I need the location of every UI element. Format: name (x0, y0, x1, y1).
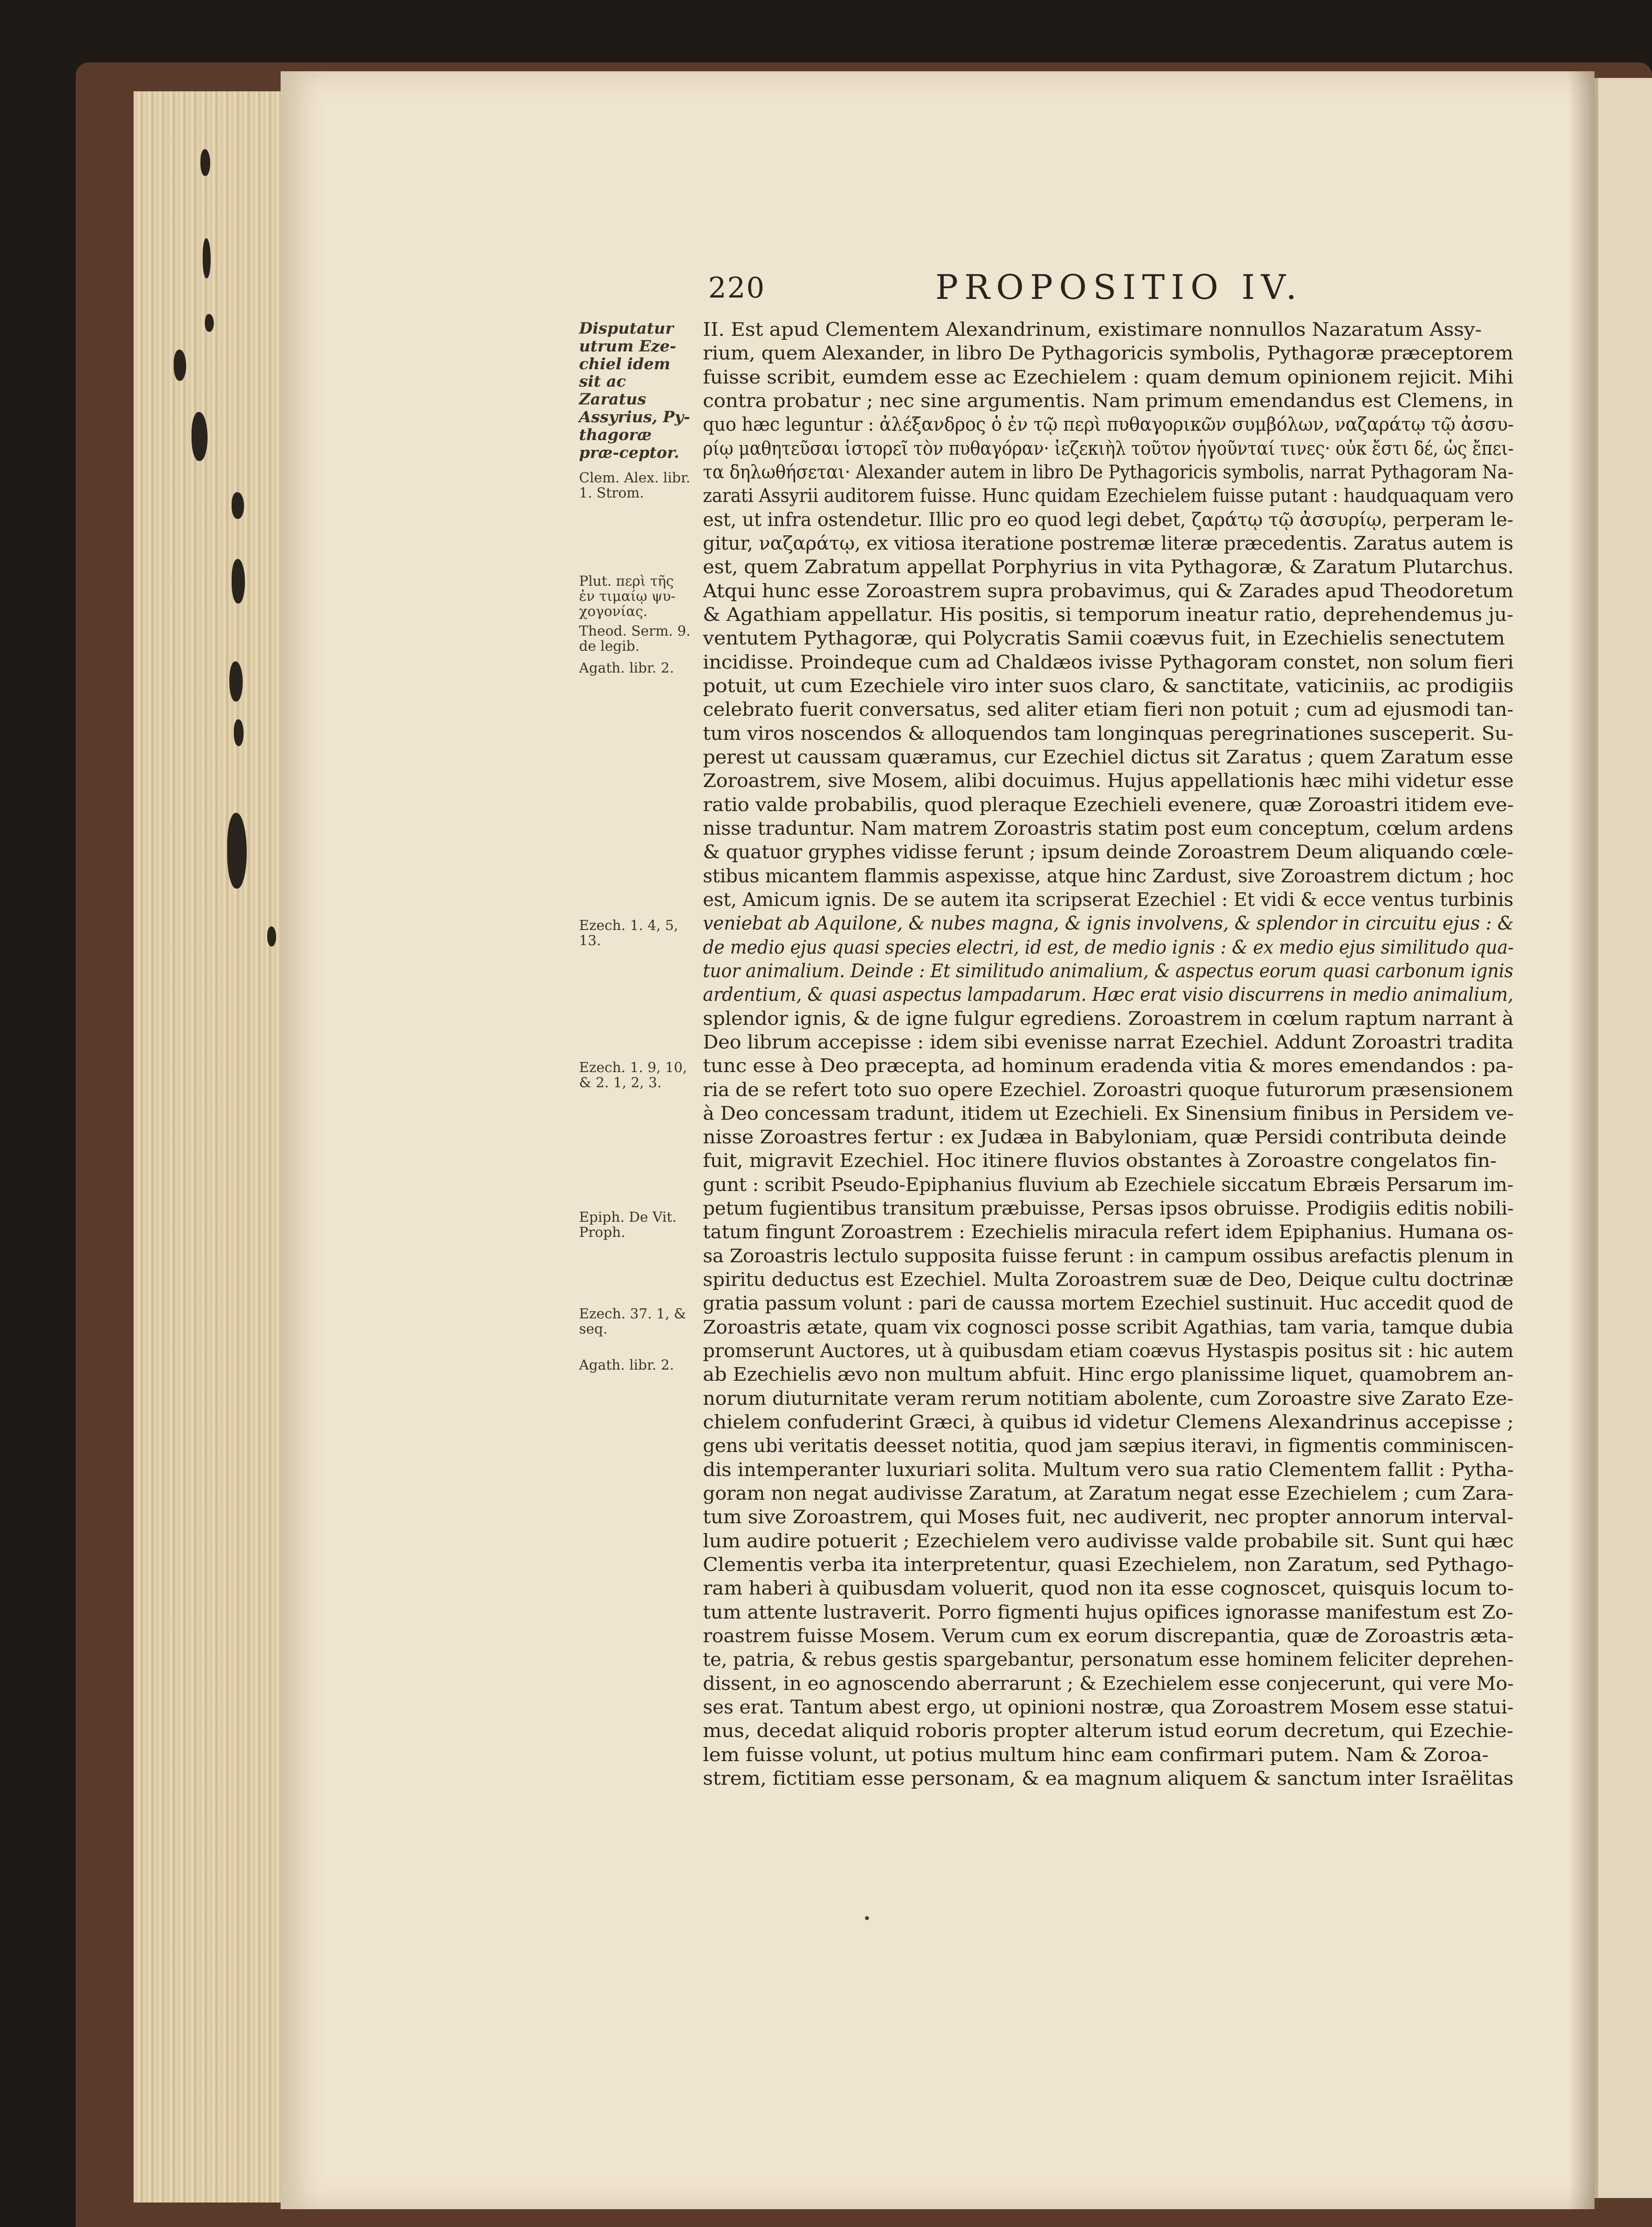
margin-note: Plut. περὶ τῆς ἐν τιμαίῳ ψυ-χογονίας. (579, 573, 676, 620)
facing-page (1595, 78, 1652, 2198)
foxing-spot (234, 719, 244, 746)
text-line: Zoroastris ætate, quam vix cognosci posse scribit Agathias, tam varia, tamque dubia (703, 1316, 1513, 1338)
text-line: nisse Zoroastres fertur : ex Judæa in Babyloniam, quæ Persidi contributa deinde (703, 1126, 1507, 1148)
foxing-spot (174, 350, 186, 381)
foxing-spot (192, 412, 208, 461)
text-line: ventutem Pythagoræ, qui Polycratis Samii coævus fuit, in Ezechielis senectutem (703, 627, 1505, 649)
foxing-spot (267, 926, 276, 946)
text-line: nisse traduntur. Nam matrem Zoroastris statim post eum conceptum, cœlum ardens (703, 817, 1513, 839)
text-line: ρίῳ μαθητεῦσαι ἱστορεῖ τὸν πυθαγόραν· ἰεζεκιὴλ τοῦτον ἡγοῦνταί τινες· οὐκ ἔστι δέ, ὡς ἔπει- (703, 437, 1513, 459)
text-line: gens ubi veritatis deesset notitia, quod jam sæpius iteravi, in figmentis comminiscen- (703, 1435, 1513, 1457)
text-line: tatum fingunt Zoroastrem : Ezechielis miracula refert idem Epiphanius. Humana os- (703, 1221, 1513, 1243)
page-header (708, 267, 1510, 316)
text-line: goram non negat audivisse Zaratum, at Zaratum negat esse Ezechielem ; cum Zara- (703, 1482, 1513, 1505)
text-line: te, patria, & rebus gestis spargebantur, personatum esse hominem feliciter deprehen- (703, 1648, 1513, 1671)
text-line: ratio valde probabilis, quod pleraque Ezechieli evenere, quæ Zoroastri itidem eve- (703, 793, 1513, 816)
text-line: est, ut infra ostendetur. Illic pro eo quod legi debet, ζαράτῳ τῷ ἀσσυρίῳ, perperam le- (703, 508, 1513, 530)
text-line: de medio ejus quasi species electri, id est, de medio ignis : & ex medio ejus similitudo qua- (703, 936, 1513, 958)
text-line: incidisse. Proindeque cum ad Chaldæos ivisse Pythagoram constet, non solum fieri (703, 651, 1513, 673)
text-line: quo hæc leguntur : ἀλέξανδρος ὁ ἐν τῷ περὶ πυθαγορικῶν συμβόλων, ναζαράτῳ τῷ ἀσσυ- (703, 413, 1513, 436)
margin-note: Ezech. 1. 4, 5, 13. (579, 918, 678, 949)
text-line: roastrem fuisse Mosem. Verum cum ex eorum discrepantia, quæ de Zoroastris æta- (703, 1625, 1513, 1647)
text-line: tuor animalium. Deinde : Et similitudo animalium, & aspectus eorum quasi carbonum ignis (703, 959, 1513, 982)
text-line: sa Zoroastris lectulo supposita fuisse ferunt : in campum ossibus arefactis plenum in (703, 1244, 1513, 1267)
margin-note: Epiph. De Vit. Proph. (579, 1209, 677, 1240)
text-line: Clementis verba ita interpretentur, quasi Ezechielem, non Zaratum, sed Pythago- (703, 1554, 1513, 1576)
margin-note: Agath. libr. 2. (579, 660, 674, 676)
text-line: ardentium, & quasi aspectus lampadarum. Hæc erat visio discurrens in medio animalium, (703, 983, 1513, 1006)
text-line: tunc esse à Deo præcepta, ad hominum eradenda vitia & mores emendandos : pa- (703, 1055, 1513, 1077)
text-line: à Deo concessam tradunt, itidem ut Ezechieli. Ex Sinensium finibus in Persidem ve- (703, 1102, 1513, 1124)
text-line: tum sive Zoroastrem, qui Moses fuit, nec audiverit, nec propter annorum interval- (703, 1506, 1513, 1528)
text-line: tum attente lustraverit. Porro figmenti hujus opifices ignorasse manifestum est Zo- (703, 1601, 1513, 1623)
text-line (703, 1814, 1513, 1838)
text-line: potuit, ut cum Ezechiele viro inter suos claro, & sanctitate, vaticiniis, ac prodigiis (703, 674, 1513, 697)
text-line: τα δηλωθήσεται· Alexander autem in libro De Pythagoricis symbolis, narrat Pythagoram Na- (703, 461, 1513, 483)
text-line: ses erat. Tantum abest ergo, ut opinioni nostræ, qua Zoroastrem Mosem esse statui- (703, 1696, 1513, 1718)
text-line: dissent, in eo agnoscendo aberrarunt ; & Ezechielem esse conjecerunt, qui vere Mo- (703, 1672, 1513, 1694)
foxing-spot (229, 661, 243, 702)
text-line: zarati Assyrii auditorem fuisse. Hunc quidam Ezechielem fuisse putant : haudquaquam vero (703, 485, 1513, 507)
text-line: ram haberi à quibusdam voluerit, quod non ita esse cognoscet, quisquis locum to- (703, 1577, 1513, 1599)
text-line (703, 1790, 1513, 1814)
foxing-spot (232, 492, 244, 519)
text-line: contra probatur ; nec sine argumentis. Nam primum emendandus est Clemens, in (703, 389, 1513, 412)
text-line: Deo librum accepisse : idem sibi evenisse narrat Ezechiel. Addunt Zoroastri tradita (703, 1031, 1513, 1053)
text-line: fuit, migravit Ezechiel. Hoc itinere fluvios obstantes à Zoroastre congelatos fin- (703, 1150, 1497, 1172)
text-line: rium, quem Alexander, in libro De Pythagoricis symbolis, Pythagoræ præceptorem (703, 342, 1513, 364)
text-line: spiritu deductus est Ezechiel. Multa Zoroastrem suæ de Deo, Deique cultu doctrinæ (703, 1268, 1513, 1291)
margin-note: Agath. libr. 2. (579, 1357, 674, 1373)
foxing-spot (227, 813, 247, 889)
text-line: II. Est apud Clementem Alexandrinum, existimare nonnullos Nazaratum Assy- (703, 318, 1482, 340)
text-line: lum audire potuerit ; Ezechielem vero audivisse valde probabile sit. Sunt qui hæc (703, 1530, 1513, 1552)
text-line: norum diuturnitate veram rerum notitiam abolente, cum Zoroastre sive Zarato Eze- (703, 1387, 1513, 1409)
margin-note: Ezech. 37. 1, & seq. (579, 1306, 686, 1337)
running-head: PROPOSITIO IV. (935, 267, 1303, 307)
page-number: 220 (708, 272, 766, 305)
text-line: petum fugientibus transitum præbuisse, Persas ipsos obruisse. Prodigiis editis nobili- (703, 1197, 1513, 1220)
text-line: chielem confuderint Græci, à quibus id videtur Clemens Alexandrinus accepisse ; (703, 1411, 1513, 1433)
text-line: fuisse scribit, eumdem esse ac Ezechielem : quam demum opinionem rejicit. Mihi (703, 366, 1513, 388)
text-line: Atqui hunc esse Zoroastrem supra probavimus, qui & Zarades apud Theodoretum (703, 579, 1513, 602)
text-line: veniebat ab Aquilone, & nubes magna, & ignis involvens, & splendor in circuitu ejus : & (703, 912, 1513, 934)
text-line: ab Ezechielis ævo non multum abfuit. Hinc ergo planissime liquet, quamobrem an- (703, 1363, 1513, 1386)
foxing-spot (200, 149, 210, 176)
text-line: Zoroastrem, sive Mosem, alibi docuimus. Hujus appellationis hæc mihi videtur esse (703, 770, 1513, 792)
foxing-spot (203, 238, 211, 278)
text-line: est, quem Zabratum appellat Porphyrius in vita Pythagoræ, & Zaratum Plutarchus. (703, 556, 1513, 578)
foxing-spot (205, 314, 214, 332)
text-line: est, Amicum ignis. De se autem ita scripserat Ezechiel : Et vidi & ecce ventus turbinis (703, 888, 1513, 910)
body-text (703, 318, 1513, 1838)
text-line: & Agathiam appellatur. His positis, si temporum ineatur ratio, deprehendemus ju- (703, 603, 1513, 625)
text-line: gunt : scribit Pseudo-Epiphanius fluvium ab Ezechiele siccatum Ebræis Persarum im- (703, 1173, 1513, 1195)
margin-note: Theod. Serm. 9. de legib. (579, 623, 691, 654)
text-line: gratia passum volunt : pari de caussa mortem Ezechiel sustinuit. Huc accedit quod de (703, 1292, 1513, 1314)
text-line: dis intemperanter luxuriari solita. Multum vero sua ratio Clementem fallit : Pytha- (703, 1458, 1513, 1481)
text-line: celebrato fuerit conversatus, sed aliter etiam fieri non potuit ; cum ad ejusmodi tan- (703, 698, 1513, 721)
page-edge (134, 91, 283, 2203)
text-line: strem, fictitiam esse personam, & ea magnum aliquem & sanctum inter Israëlitas (703, 1767, 1513, 1790)
text-line: stibus micantem flammis aspexisse, atque hinc Zardust, sive Zoroastrem dictum ; hoc (703, 865, 1513, 887)
text-line: lem fuisse volunt, ut potius multum hinc eam confirmari putem. Nam & Zoroa- (703, 1743, 1489, 1766)
margin-note: Ezech. 1. 9, 10, & 2. 1, 2, 3. (579, 1060, 687, 1091)
text-line: perest ut caussam quæramus, cur Ezechiel dictus sit Zaratus ; quem Zaratum esse (703, 746, 1513, 768)
margin-note: Disputatur utrum Eze-chiel idem sit ac Zaratus Assyrius, Py-thagoræ præ-ceptor. (579, 319, 690, 462)
text-line: mus, decedat aliquid roboris propter alterum istud eorum decretum, qui Ezechie- (703, 1720, 1513, 1742)
ink-dot (865, 1916, 869, 1920)
text-line: splendor ignis, & de igne fulgur egrediens. Zoroastrem in cœlum raptum narrant à (703, 1007, 1513, 1029)
text-line: promserunt Auctores, ut à quibusdam etiam coævus Hystaspis positus sit : hic autem (703, 1340, 1513, 1362)
margin-note: Clem. Alex. libr. 1. Strom. (579, 470, 690, 501)
text-line: gitur, ναζαράτῳ, ex vitiosa iteratione postremæ literæ præcedentis. Zaratus autem is (703, 532, 1513, 554)
text-line: tum viros noscendos & alloquendos tam longinquas peregrinationes susceperit. Su- (703, 722, 1513, 744)
text-line: & quatuor gryphes vidisse ferunt ; ipsum deinde Zoroastrem Deum aliquando cœle- (703, 841, 1513, 863)
foxing-spot (232, 559, 245, 604)
text-line: ria de se refert toto suo opere Ezechiel. Zoroastri quoque futurorum præsensionem (703, 1078, 1513, 1101)
